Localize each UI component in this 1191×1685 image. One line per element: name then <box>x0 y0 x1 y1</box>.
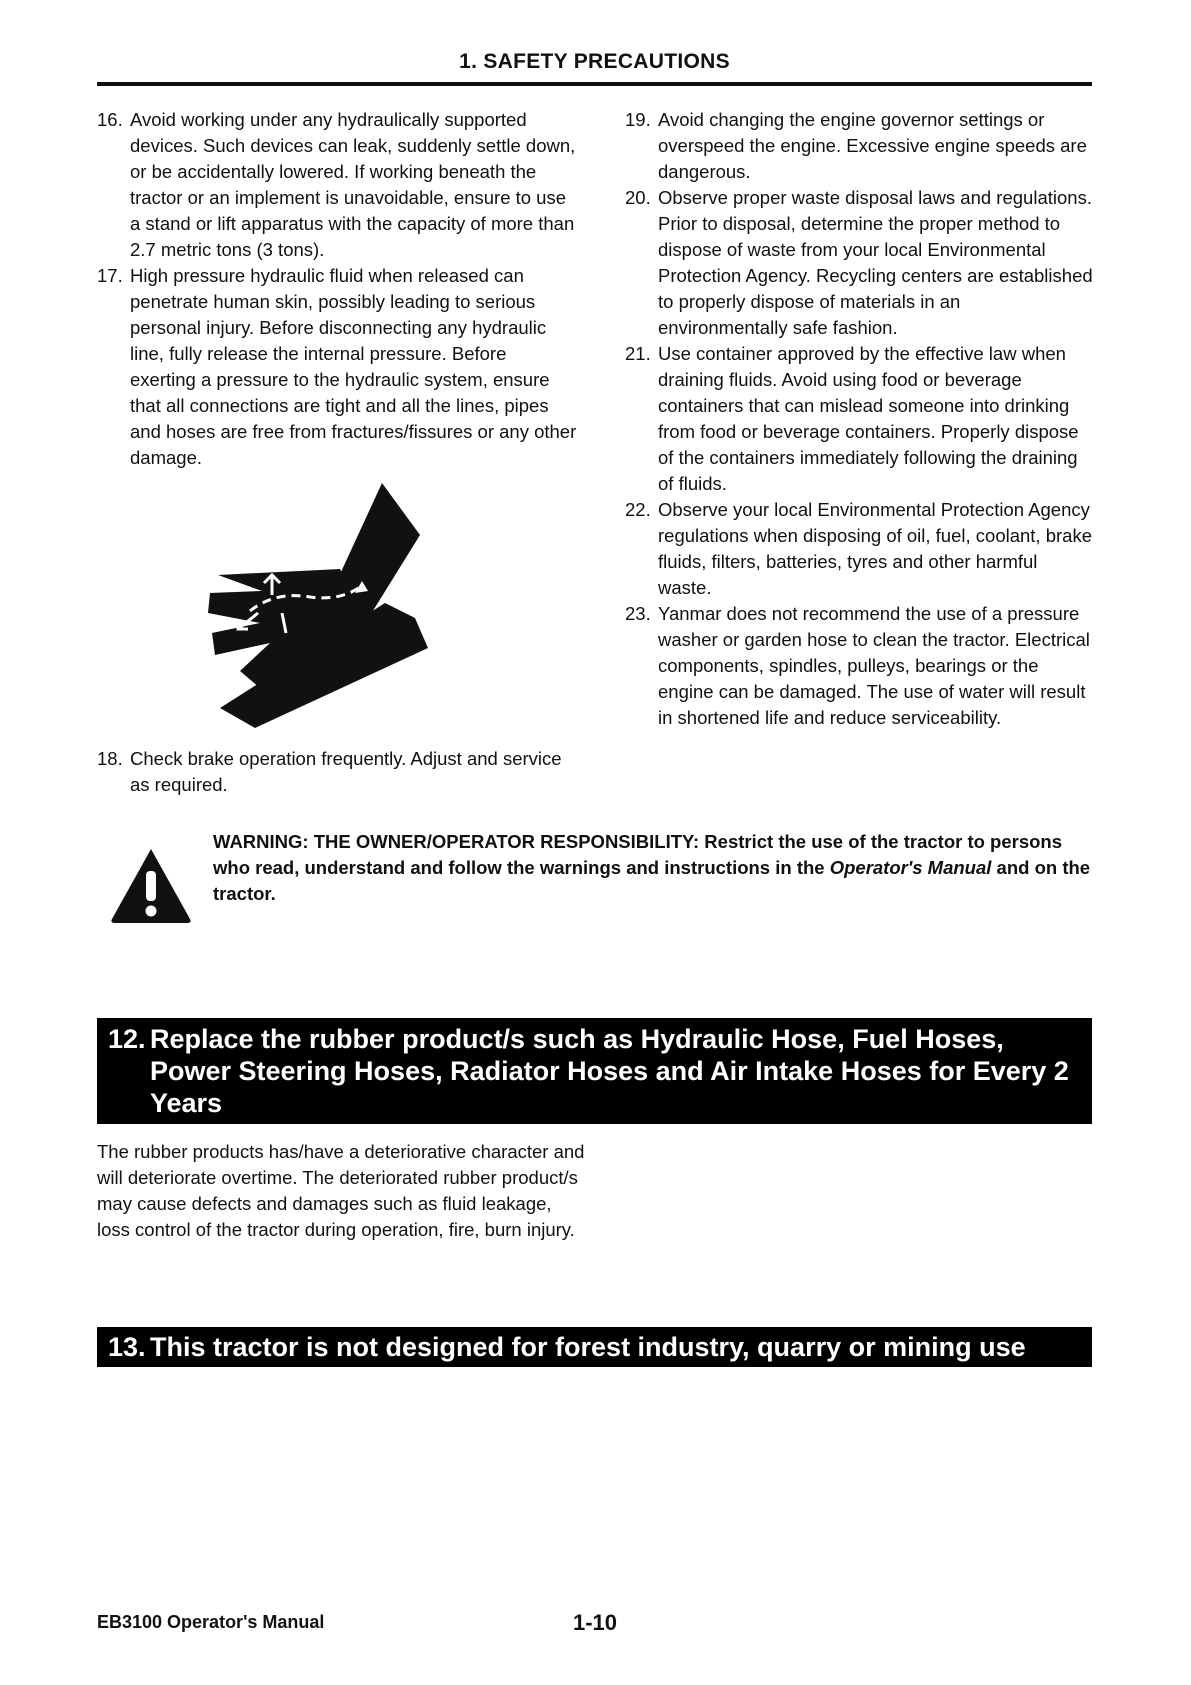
warning-emphasis: Operator's Manual <box>829 857 992 878</box>
list-item-23 <box>625 601 1095 731</box>
section-title: This tractor is not designed for forest industry, quarry or mining use <box>150 1332 1026 1362</box>
item-number: 16. <box>97 109 123 130</box>
section-12-body: The rubber products has/have a deteriorative character and will deteriorate overtime. The deteriorated rubber product/s may cause defects and damages such as fluid leakage, loss control of the tractor during operation, fire, burn injury. <box>97 1141 585 1240</box>
exclamation-dot <box>146 906 157 917</box>
warning-lead: WARNING: THE OWNER/OPERATOR RESPONSIBILITY: Restrict the use of the tractor to persons who read, understand and follow the warnings and instructions in the <box>213 831 1063 878</box>
item-text: Observe your local Environmental Protection Agency regulations when disposing of oil, fuel, coolant, brake fluids, filters, batteries, tyres and other harmful waste. <box>658 499 1092 598</box>
item-text: Avoid changing the engine governor settings or overspeed the engine. Excessive engine speeds are dangerous. <box>658 109 1087 182</box>
page-header-title: 1. SAFETY PRECAUTIONS <box>459 50 730 73</box>
footer-page-number: 1-10 <box>573 1610 618 1635</box>
header-rule <box>97 82 1092 86</box>
warning-text <box>213 829 1093 907</box>
left-column <box>97 107 577 798</box>
item-text: Check brake operation frequently. Adjust and service as required. <box>130 748 562 795</box>
footer-manual-name: EB3100 Operator's Manual <box>97 1612 325 1632</box>
list-item-20 <box>625 185 1095 341</box>
section-title: Replace the rubber product/s such as Hydraulic Hose, Fuel Hoses, Power Steering Hoses, Radiator Hoses and Air Intake Hoses for Every 2 Years <box>150 1024 1069 1118</box>
item-number: 23. <box>625 603 651 624</box>
section-13-heading <box>97 1327 1092 1367</box>
section-12-heading <box>97 1018 1092 1124</box>
item-text: Observe proper waste disposal laws and regulations. Prior to disposal, determine the proper method to dispose of waste from your local Environmental Protection Agency. Recycling centers are established to properly dispose of materials in an environmentally safe fashion. <box>658 187 1093 338</box>
section-number: 12. <box>108 1024 146 1054</box>
warning-tail: and on the tractor. <box>213 857 1091 904</box>
hydraulic-injection-hazard-icon <box>200 483 500 738</box>
item-text: Yanmar does not recommend the use of a pressure washer or garden hose to clean the tractor. Electrical components, spindles, pulleys, bearings or the engine can be damaged. The use of water will result in shortened life and reduce serviceability. <box>658 603 1090 728</box>
list-item-19 <box>625 107 1095 185</box>
list-item-22 <box>625 497 1095 601</box>
section-number: 13. <box>108 1332 146 1362</box>
item-number: 21. <box>625 343 651 364</box>
list-item-18 <box>97 746 577 798</box>
warning-triangle-icon <box>110 847 192 923</box>
item-number: 22. <box>625 499 651 520</box>
item-number: 20. <box>625 187 651 208</box>
item-number: 17. <box>97 265 123 286</box>
warning-box <box>110 829 1090 929</box>
exclamation-bar <box>146 871 156 901</box>
item-text: Use container approved by the effective law when draining fluids. Avoid using food or beverage containers that can mislead someone into drinking from food or beverage containers. Properly dispose of the containers immediately following the draining of fluids. <box>658 343 1079 494</box>
list-item-21 <box>625 341 1095 497</box>
list-item-16 <box>97 107 577 263</box>
list-item-17 <box>97 263 577 471</box>
item-text: High pressure hydraulic fluid when released can penetrate human skin, possibly leading to serious personal injury. Before disconnecting any hydraulic line, fully release the internal pressure. Before exerting a pressure to the hydraulic system, ensure that all connections are tight and all the lines, pipes and hoses are free from fractures/fissures or any other damage. <box>130 265 577 468</box>
right-column <box>625 107 1095 731</box>
item-text: Avoid working under any hydraulically supported devices. Such devices can leak, suddenly settle down, or be accidentally lowered. If working beneath the tractor or an implement is unavoidable, ensure to use a stand or lift apparatus with the capacity of more than 2.7 metric tons (3 tons). <box>130 109 576 260</box>
item-number: 19. <box>625 109 651 130</box>
item-number: 18. <box>97 748 123 769</box>
